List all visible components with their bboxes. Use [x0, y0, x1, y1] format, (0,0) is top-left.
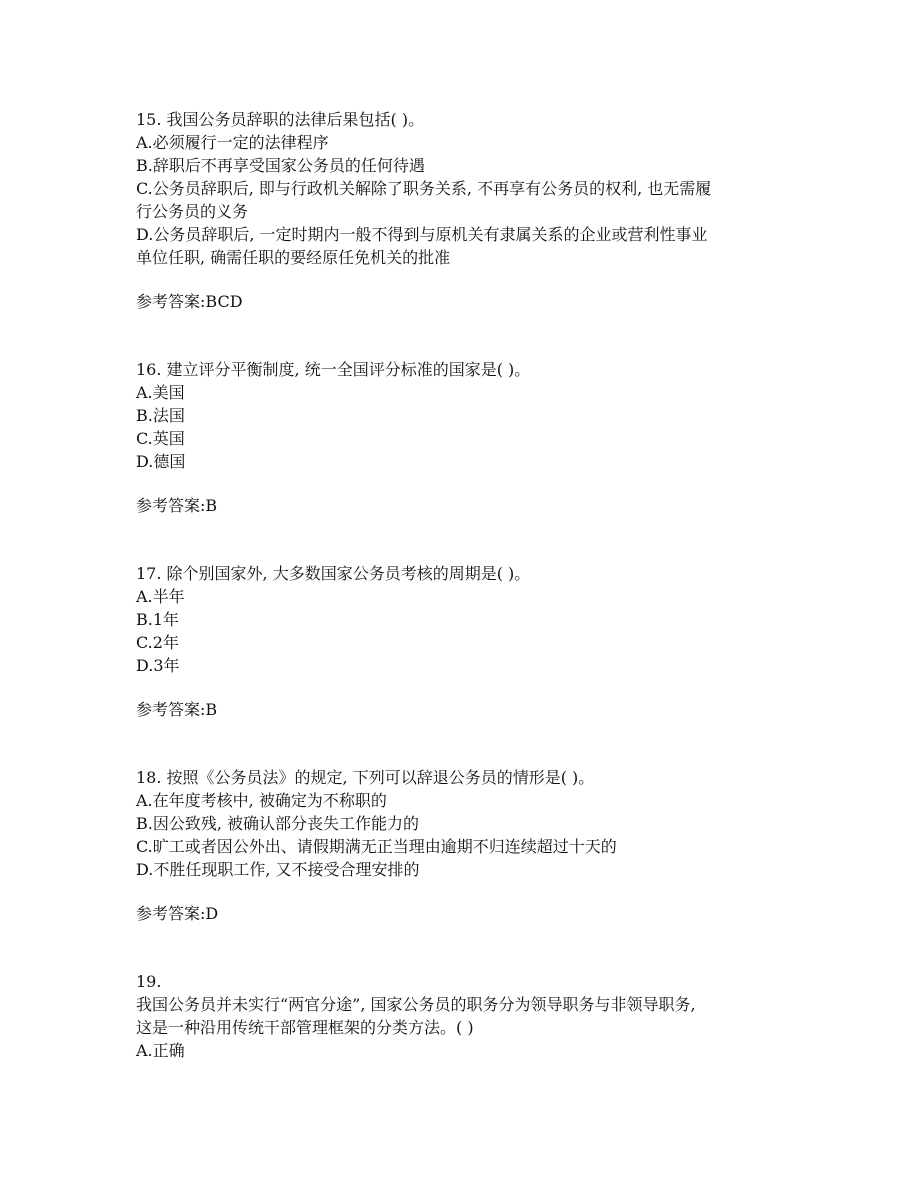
question-stem: 16. 建立评分平衡制度, 统一全国评分标准的国家是( )。 — [136, 360, 531, 379]
question-16 — [136, 358, 796, 562]
option-a: A.必须履行一定的法律程序 — [136, 133, 329, 152]
option-c: C.2年 — [136, 633, 179, 652]
question-stem: 我国公务员并未实行“两官分途”, 国家公务员的职务分为领导职务与非领导职务, — [136, 995, 696, 1014]
option-d: D.不胜任现职工作, 又不接受合理安排的 — [136, 860, 420, 879]
document-page — [136, 108, 796, 1062]
option-b: B.法国 — [136, 406, 185, 425]
answer-key: 参考答案:B — [136, 496, 218, 515]
option-a: A.美国 — [136, 383, 185, 402]
answer-key: 参考答案:D — [136, 904, 219, 923]
option-d: D.3年 — [136, 656, 180, 675]
option-d: D.德国 — [136, 452, 186, 471]
answer-key: 参考答案:BCD — [136, 292, 243, 311]
question-17 — [136, 562, 796, 766]
option-d: D.公务员辞职后, 一定时期内一般不得到与原机关有隶属关系的企业或营利性事业 — [136, 225, 708, 244]
question-19 — [136, 970, 796, 1062]
question-18 — [136, 766, 796, 970]
question-stem: 15. 我国公务员辞职的法律后果包括( )。 — [136, 110, 425, 129]
option-a: A.在年度考核中, 被确定为不称职的 — [136, 791, 387, 810]
option-c: C.英国 — [136, 429, 185, 448]
option-a: A.正确 — [136, 1041, 185, 1060]
option-b: B.1年 — [136, 610, 180, 629]
option-b: B.辞职后不再享受国家公务员的任何待遇 — [136, 156, 425, 175]
option-c-continued: 行公务员的义务 — [136, 202, 249, 221]
question-number: 19. — [136, 972, 162, 991]
question-stem: 17. 除个别国家外, 大多数国家公务员考核的周期是( )。 — [136, 564, 531, 583]
option-c: C.公务员辞职后, 即与行政机关解除了职务关系, 不再享有公务员的权利, 也无需履 — [136, 179, 712, 198]
option-a: A.半年 — [136, 587, 185, 606]
option-d-continued: 单位任职, 确需任职的要经原任免机关的批准 — [136, 248, 451, 267]
question-stem: 18. 按照《公务员法》的规定, 下列可以辞退公务员的情形是( )。 — [136, 768, 595, 787]
question-stem-continued: 这是一种沿用传统干部管理框架的分类方法。( ) — [136, 1018, 474, 1037]
answer-key: 参考答案:B — [136, 700, 218, 719]
question-15 — [136, 108, 796, 358]
option-b: B.因公致残, 被确认部分丧失工作能力的 — [136, 814, 420, 833]
option-c: C.旷工或者因公外出、请假期满无正当理由逾期不归连续超过十天的 — [136, 837, 617, 856]
